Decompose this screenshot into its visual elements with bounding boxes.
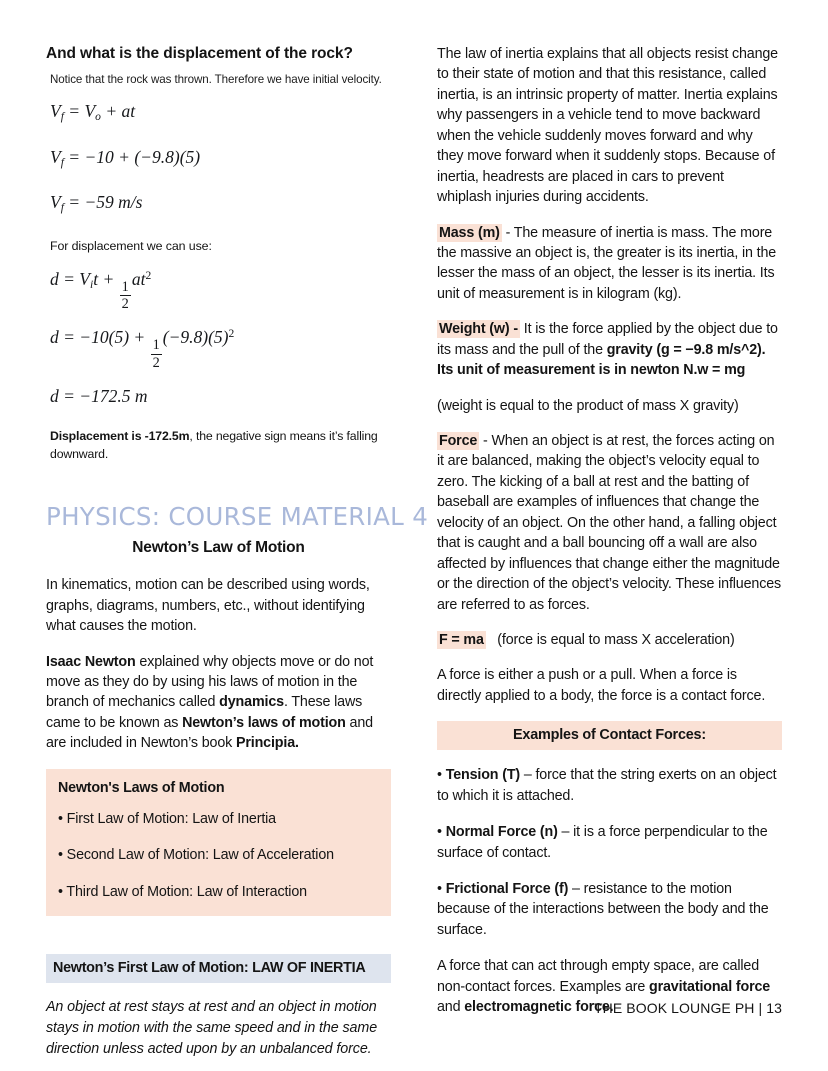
d1-mid: t + xyxy=(93,268,119,289)
dynamics-bold: dynamics xyxy=(219,694,284,711)
paragraph-mass xyxy=(437,223,782,305)
weight-note: (weight is equal to the product of mass X gravity) xyxy=(437,397,739,414)
displacement-note-bold: Displacement is -172.5m xyxy=(50,429,190,444)
contact-forces-header: Examples of Contact Forces: xyxy=(437,721,782,750)
weight-text-1: It is the force applied by the object due to its mass and the pull of the xyxy=(437,321,778,358)
force-term-highlight: Force xyxy=(439,433,478,449)
non-contact-text-2: and xyxy=(437,999,465,1016)
d3-rhs: = −172.5 m xyxy=(58,386,148,407)
eq2-rhs: = −10 + (−9.8)(5) xyxy=(63,146,201,167)
course-material-title: PHYSICS: COURSE MATERIAL 4 xyxy=(46,502,429,532)
gravitational-force-bold: gravitational force xyxy=(649,978,771,995)
fma-note: (force is equal to mass X acceleration) xyxy=(497,631,735,648)
eq3-rhs: = −59 m/s xyxy=(63,192,143,213)
normal-bullet: • xyxy=(437,824,446,841)
contact-force-normal xyxy=(437,822,782,863)
non-contact-text-1: A force that can act through empty space, are called non-contact forces. Examples are xyxy=(437,958,760,995)
fraction-numerator: 1 xyxy=(121,278,129,295)
section-subtitle: Newton’s Law of Motion xyxy=(132,539,305,557)
paragraph-isaac-newton xyxy=(46,652,391,754)
fraction-denominator: 2 xyxy=(152,354,160,371)
mass-text: - The measure of inertia is mass. The more the massive an object is, the greater is its inertia, in the lesser the mass of an object, the lesser is its inertia. Its unit of measurement is in kilogram (kg). xyxy=(437,224,777,302)
paragraph-law-of-inertia: The law of inertia explains that all objects resist change to their state of motion and that this resistance, called inertia, is an intrinsic property of matter. Inertia explains why passengers in a vehicle tend to move backward when the vehicle suddenly moves forward and why they move forward when it suddenly stops. Because of inertia, headrests are placed in cars to prevent whiplash injuries during accidents. xyxy=(437,46,778,206)
eq2-v: V xyxy=(50,146,61,167)
displacement-note xyxy=(50,428,391,463)
d3-d: d xyxy=(50,386,59,407)
question-heading: And what is the displacement of the rock? xyxy=(46,45,353,62)
fma-spacer xyxy=(486,632,497,648)
newton-text-1: explained why objects move or do not move as they do by using his laws of motion in the branch of mechanics called xyxy=(46,653,374,711)
contact-force-tension xyxy=(437,765,782,806)
newton-text-3: and are included in Newton’s book xyxy=(46,714,373,752)
laws-of-motion-bold: Newton’s laws of motion xyxy=(182,714,346,731)
frictional-term: Frictional Force (f) xyxy=(445,881,569,897)
law-item-first: • First Law of Motion: Law of Inertia xyxy=(58,810,276,827)
fraction-one-half-a xyxy=(120,280,131,312)
fraction-denominator: 2 xyxy=(121,295,129,312)
d2-superscript: 2 xyxy=(228,328,235,341)
d1-pre: = V xyxy=(58,268,90,289)
isaac-newton-bold: Isaac Newton xyxy=(46,653,136,670)
electromagnetic-force-bold: electromagnetic force. xyxy=(464,999,614,1016)
paragraph-force xyxy=(437,431,782,615)
frictional-text: – resistance to the motion because of the interactions between the body and the surface. xyxy=(437,881,769,938)
d1-post: at xyxy=(131,268,146,289)
fma-formula-highlight: F = ma xyxy=(439,631,484,648)
equation-vf-general xyxy=(50,101,391,124)
paragraph-weight xyxy=(437,319,782,380)
d2-post: (−9.8)(5) xyxy=(162,327,229,348)
right-column xyxy=(437,44,782,1018)
principia-bold: Principia. xyxy=(235,735,299,752)
notice-line: Notice that the rock was thrown. Therefore we have initial velocity. xyxy=(50,73,382,87)
d2-pre: = −10(5) + xyxy=(58,327,150,348)
normal-text: – it is a force perpendicular to the surface of contact. xyxy=(437,824,768,861)
law-item-second: • Second Law of Motion: Law of Acceleration xyxy=(58,847,334,864)
newtons-laws-box-title: Newton's Laws of Motion xyxy=(58,779,225,796)
eq1-rhs-post: + at xyxy=(100,101,136,122)
eq1-subscript: f xyxy=(60,111,64,124)
first-law-statement: An object at rest stays at rest and an object in motion stays in motion with the same speed and in the same direction unless acted upon by an unbalanced force. xyxy=(46,999,378,1057)
equation-vf-substituted xyxy=(50,147,391,170)
equation-displacement-result xyxy=(50,386,391,406)
page-footer: THE BOOK LOUNGE PH | 13 xyxy=(594,1000,782,1016)
displacement-note-rest: , the negative sign means it’s falling downward. xyxy=(50,429,378,461)
equation-displacement-substituted xyxy=(50,327,391,370)
d1-d: d xyxy=(50,268,59,289)
force-text: - When an object is at rest, the forces acting on it are balanced, making the object’s velocity equal to zero. The kicking of a ball at rest and the batting of baseball are examples of influences that change the velocity of an object. On the other hand, a falling object that is caught and a ball bouncing off a wall are also affected by influences that change either the magnitude or the direction of the object’s velocity. These influences are referred to as forces. xyxy=(437,433,782,613)
newton-text-2: . These laws came to be known as xyxy=(46,694,363,731)
fraction-numerator: 1 xyxy=(152,337,160,354)
equation-displacement-general xyxy=(50,269,391,312)
for-displacement-label: For displacement we can use: xyxy=(50,238,212,253)
fraction-one-half-b xyxy=(151,338,162,370)
gravity-bold: gravity (g = −9.8 m/s^2). Its unit of measurement is in newton N.w = mg xyxy=(437,341,766,379)
eq1-rhs-subscript: o xyxy=(95,111,101,124)
mass-term-highlight: Mass (m) xyxy=(439,224,500,241)
eq1-rhs-pre: = V xyxy=(63,101,96,122)
newtons-laws-box xyxy=(46,769,391,917)
equation-vf-result xyxy=(50,192,391,215)
eq3-v: V xyxy=(50,192,61,213)
paragraph-kinematics: In kinematics, motion can be described using words, graphs, diagrams, numbers, etc., without identifying what causes the motion. xyxy=(46,577,370,635)
two-column-layout xyxy=(46,44,782,1060)
tension-text: – force that the string exerts on an object to which it is attached. xyxy=(437,767,777,804)
left-column xyxy=(46,44,429,1060)
law-item-third: • Third Law of Motion: Law of Interaction xyxy=(58,883,307,900)
tension-term: Tension (T) xyxy=(445,767,521,784)
contact-force-frictional xyxy=(437,879,782,940)
eq3-subscript: f xyxy=(60,202,64,215)
eq1-v: V xyxy=(50,101,61,122)
tension-bullet: • xyxy=(437,767,446,784)
normal-term: Normal Force (n) xyxy=(445,824,558,841)
d1-superscript: 2 xyxy=(145,269,152,282)
d1-subscript: i xyxy=(90,278,94,291)
frictional-bullet: • xyxy=(437,881,446,897)
weight-term-highlight: Weight (w) - xyxy=(439,321,518,338)
first-law-heading-bar: Newton’s First Law of Motion: LAW OF INERTIA xyxy=(46,954,391,983)
paragraph-fma xyxy=(437,630,782,650)
paragraph-push-pull: A force is either a push or a pull. When a force is directly applied to a body, the force is a contact force. xyxy=(437,667,766,704)
d2-d: d xyxy=(50,327,59,348)
eq2-subscript: f xyxy=(60,157,64,170)
